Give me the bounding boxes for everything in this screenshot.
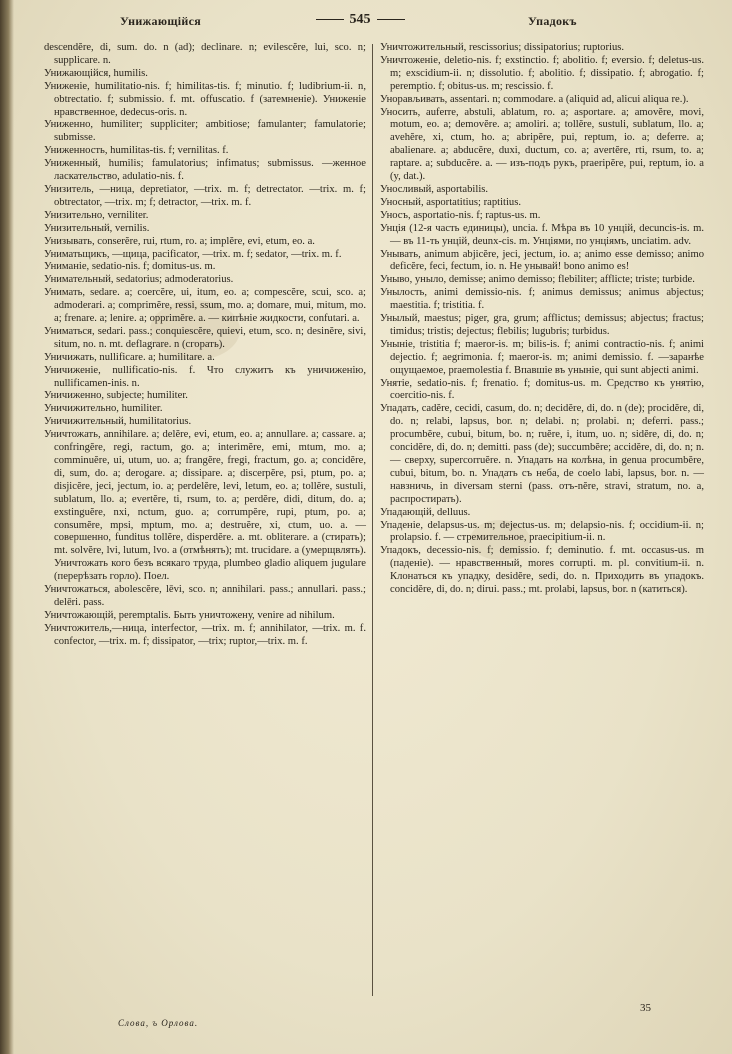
dictionary-entry: Унизитель, —ница, depretiator, —trix. m. f; detrectator. —trix. m. f; obtrectator, —trix. m; f; detractor, —trix. m. f.: [44, 183, 366, 208]
page-number: [300, 12, 420, 28]
dictionary-entry: Уничтожать, annihilare. a; delĕre, evi, etum, eo. a; annullare. a; cassare. a; confringĕre, regi, ractum, go. a; interimĕre, emi, mtum, mo. a; comminuĕre, ui, utum, uo. a; frangĕre, fregi, fractum, go. a; concidĕre, di, sum, do. a; derogare. a; dissipare. a; discerpĕre, psi, ptum, po. a; disjicĕre, jeci, jectum, io. a; perdelĕre, levi, letum, eo. a; tollĕre, sustuli, sublatum, llo. a; evertĕre, ti, rsum, to. a; perdĕre, didi, ditum, do. a; exstinguĕre, nxi, nctum, guo. a; corrumpĕre, rupi, ptum, po. a; consumĕre, mpsi, mptum, mo. a; destruĕre, xi, ctum, uo. a. — совершенно, funditus tollĕre, disperdĕre. a. mt. obliterare. a (стирать); mt. solvĕre, lvi, lutum, lvo. a (отмѣнять); mt. trucidare. a (умерщвлять). Уничтожать кого безъ всякаго труда, plumbeo gladio aliquem jugulare (перерѣзать горло). Поел.: [44, 429, 366, 583]
dictionary-entry: Унижающійся, humilis.: [44, 67, 148, 79]
dictionary-entry: Уничтожитель,—ница, interfector, —trix. m. f; annihilator, —trix. m. f. confector, —trix. m. f; dissipator, —trix; ruptor,—trix. m. f.: [44, 622, 366, 647]
dictionary-entry: Уныво, уныло, demisse; animo demisso; flebiliter; afflicte; triste; turbide.: [380, 274, 695, 286]
page-binding-edge: [0, 0, 14, 1054]
dictionary-entry: Унизительный, vernilis.: [44, 222, 150, 234]
dictionary-entry: Унятіе, sedatio-nis. f; frenatio. f; domitus-us. m. Средство къ унятію, coercitio-nis. f.: [380, 377, 704, 402]
dictionary-entry: Унція (12-я часть единицы), uncia. f. Мѣра въ 10 унцій, decuncis-is. m. — въ 11-ть унцій, deunx-cis. m. Унціями, по унціямъ, unciatim. adv.: [380, 222, 704, 247]
dictionary-entry: Уносъ, asportatio-nis. f; raptus-us. m.: [380, 209, 541, 221]
dictionary-entry: Упаденіе, delapsus-us. m; dejectus-us. m; delapsio-nis. f; occidium-ii. n; prolapsio. f. — стремительное, praecipitium-ii. n.: [380, 519, 704, 544]
dictionary-entry: Униженіе, humilitatio-nis. f; himilitas-tis. f; minutio. f; ludibrium-ii. n, obtrectatio. f; submissio. f. mt. offuscatio. f (затемненіе). Униженіе нравственное, dedecus-oris. n.: [44, 80, 366, 118]
dictionary-entry: Уничижительный, humilitatorius.: [44, 416, 192, 428]
dictionary-entry: Уничижительно, humiliter.: [44, 403, 163, 415]
dictionary-entry: Уничиженіе, nullificatio-nis. f. Что служитъ къ уничиженію, nullificamen-inis. n.: [44, 364, 366, 389]
dictionary-entry: Унизительно, verniliter.: [44, 209, 149, 221]
dictionary-entry: Унывать, animum abjicĕre, jeci, jectum, io. a; animo esse demisso; animo deficĕre, feci, fectum, io. n. Не унывай! bono animo es!: [380, 248, 704, 273]
dictionary-entry: Унылость, animi demissio-nis. f; animus demissus; animus abjectus; maestitia. f; tristitia. f.: [380, 287, 704, 312]
dictionary-entry: Униженность, humilitas-tis. f; vernilitas. f.: [44, 145, 229, 157]
dictionary-entry: Уносный, asportatitius; raptitius.: [380, 196, 521, 208]
dictionary-entry: Унимать, sedare. a; coercĕre, ui, itum, eo. a; compescĕre, scui, sco. a; admoderari. a; comprimĕre, ressi, ssum, mo. a; domare, mui, mitum, mo. a; frenare. a; lenire. a; opprimĕre. a. — кипѣніе жидкости, confutari. a.: [44, 287, 366, 325]
right-column: [380, 42, 704, 597]
dictionary-entry: Уныніе, tristitia f; maeror-is. m; bilis-is. f; animi contractio-nis. f; animi dejectio. f; aegrimonia. f; maeror-is. m; animi demissio. f. —заранѣе ощущаемое, praemolestia f. Впавшіе въ уныніе, qui sunt abjecti animi.: [380, 338, 704, 376]
dictionary-entry: Уничтожаться, abolescĕre, lēvi, sco. n; annihilari. pass.; annullari. pass.; delēri. pass.: [44, 584, 366, 608]
header-left-guide-word: Унижающійся: [120, 14, 202, 28]
dictionary-entry: Уничтожающій, peremptalis. Быть уничтожену, venire ad nihilum.: [44, 609, 335, 621]
dictionary-entry: Упадокъ, decessio-nis. f; demissio. f; deminutio. f. mt. occasus-us. m (паденіе). — нравственный, mores corrupti. m. pl. convitium-ii. n. Клонаться къ упадку, desidĕre, sedi, do. n. Приходить въ упадокъ. concidĕre, di, do. n; dirui. pass.; mt. prolabi, lapsus, bor. n (катиться).: [380, 545, 704, 596]
footer-imprint: Слова, ъ Орлова.: [118, 1018, 199, 1028]
dictionary-entry: Унылый, maestus; piger, gra, grum; afflictus; demissus; abjectus; fractus; timidus; tristis; dejectus; flebilis; lugubris; turbidus.: [380, 313, 704, 337]
dictionary-entry: Униматься, sedari. pass.; conquiescĕre, quievi, etum, sco. n; desinĕre, sivi, situm, no. n. mt. deflagrare. n (сгорать).: [44, 325, 366, 350]
column-divider: [372, 44, 373, 996]
dictionary-entry: Униженный, humilis; famulatorius; infimatus; submissus. —женное ласкательство, adulatio-nis. f.: [44, 158, 366, 183]
dictionary-entry: Унимательный, sedatorius; admoderatorius.: [44, 274, 234, 286]
dictionary-entry: Упадать, cadĕre, cecidi, casum, do. n; decidĕre, di, do. n (de); procidĕre, di, do. n; relabi, lapsus, bor. n; delabi. n; prolabi. n; deferri. pass.; procumbĕre, cubui, bitum, bo. n; ruĕre, i, itum, uo. n; sidĕre, di, do. n; concidĕre, di, do. n; demitti. pass (de); succumbĕre; accidĕre, di, do. n; n. — сверху, supercorruĕre. n. Упадать на колѣна, in genua procumbĕre, cubui, bitum, bo. n. Упадать съ неба, de coelo labi, lapsus, bor. n. — навзничь, in diversam sterni (pass. отъ-nĕre, stravi, stratum, no. a, распростирать).: [380, 403, 704, 505]
dictionary-entry: Уносливый, asportabilis.: [380, 183, 489, 195]
dictionary-entry: Униманіе, sedatio-nis. f; domitus-us. m.: [44, 261, 216, 273]
dictionary-entry: Уничтожительный, rescissorius; dissipatorius; ruptorius.: [380, 42, 625, 53]
dictionary-entry: Уносить, auferre, abstuli, ablatum, ro. a; asportare. a; amovĕre, movi, motum, eo. a; demovĕre. a; amoliri. a; tollĕre, sustuli, sublatum, llo. a; avehĕre, xi, ctum, ho. a; abripĕre, pui, reptum, io. a; deferre. a; abalienare. a; abducĕre, duxi, ductum, co. a; avertĕre, rti, rsum, to. a; raptare. a; subducĕre. a. — изъ-подъ рукъ, praeripĕre, pui, reptum, io. a (y, dat.).: [380, 106, 704, 183]
dictionary-entry: Упадающій, delluus.: [380, 506, 471, 518]
dictionary-entry: Уничижать, nullificare. a; humilitare. a.: [44, 351, 215, 363]
dictionary-entry: Уничтоженіе, deletio-nis. f; exstinctio. f; abolitio. f; eversio. f; deletus-us. m; exscidium-ii. n; dissolutio. f; abolitio. f; dissipatio. f; abrogatio. f; peremptio. f; obitus-us. m; rescissio. f.: [380, 54, 704, 92]
dictionary-entry: Унизывать, conserĕre, rui, rtum, ro. a; implĕre, evi, etum, eo. a.: [44, 235, 315, 247]
page-number-text: 545: [349, 12, 371, 27]
printer-signature-mark: 35: [640, 1002, 651, 1014]
dictionary-entry: Уничиженно, subjecte; humiliter.: [44, 390, 188, 402]
dictionary-entry: Униженно, humiliter; suppliciter; ambitiose; famulanter; famulatorie; submisse.: [44, 119, 366, 144]
left-column: [44, 42, 366, 649]
header-right-guide-word: Упадокъ: [528, 14, 577, 28]
dictionary-entry: Униматьщикъ, —щица, pacificator, —trix. m. f; sedator, —trix. m. f.: [44, 248, 342, 260]
dictionary-entry: Унорављивать, assentari. n; commodare. a (aliquid ad, alicui aliqua re.).: [380, 93, 689, 105]
running-header: [0, 12, 732, 34]
dictionary-entry: descendĕre, di, sum. do. n (ad); declinare. n; evilescĕre, lui, sco. n; supplicare. n.: [44, 42, 366, 66]
